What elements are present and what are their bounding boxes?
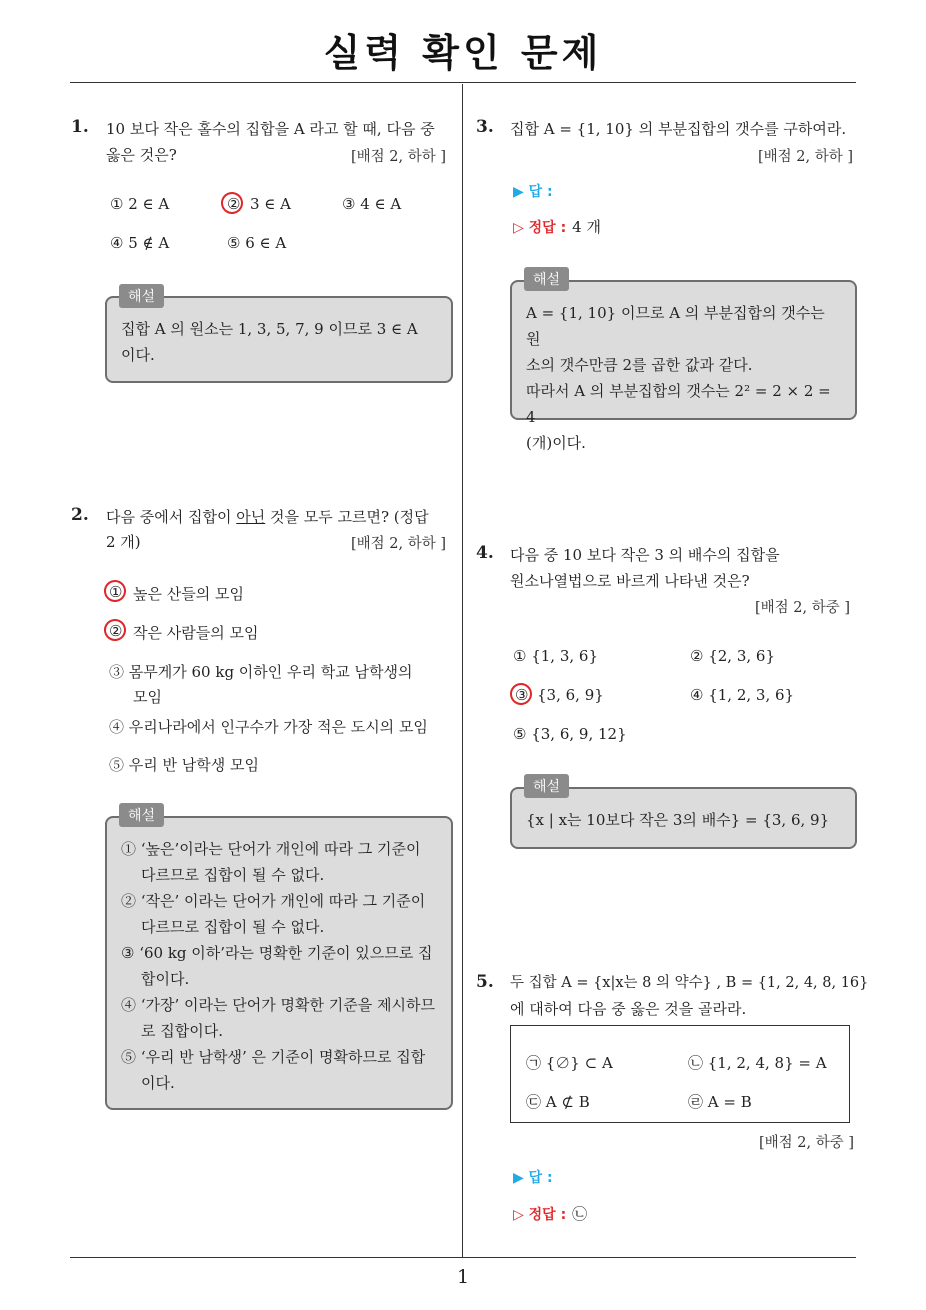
explanation-line: ③ ‘60 kg 이하’라는 명확한 기준이 있으므로 집: [121, 944, 433, 962]
question-text-line2: 2 개): [106, 533, 141, 551]
explanation-line: ⑤ ‘우리 반 남학생’ 은 기준이 명확하므로 집합: [121, 1048, 426, 1066]
question-text-line2: 옳은 것은?: [106, 146, 177, 164]
question-text-line2: 원소나열법으로 바르게 나타낸 것은?: [510, 572, 750, 590]
option-5[interactable]: ⑤ 우리 반 남학생 모임: [109, 756, 259, 774]
score-difficulty: [배점 2, 하중 ]: [759, 1135, 855, 1151]
option-1[interactable]: 높은 산들의 모임: [133, 585, 244, 603]
option-3-cont[interactable]: 모임: [133, 688, 162, 706]
explanation-line: ④ ‘가장’ 이라는 단어가 명확한 기준을 제시하므: [121, 996, 435, 1014]
correct-answer: ▷ 정답 : 4 개: [513, 218, 601, 236]
page-title: 실력 확인 문제: [323, 31, 603, 75]
option-2-marker[interactable]: ②: [227, 195, 241, 213]
question-text-line1: 10 보다 작은 홀수의 집합을 A 라고 할 때, 다음 중: [106, 120, 435, 138]
underlined-word: 아닌: [236, 508, 266, 526]
explanation-line: 다르므로 집합이 될 수 없다.: [141, 918, 325, 936]
option-3[interactable]: ③ 4 ∈ A: [342, 195, 402, 213]
explanation-line: 따라서 A 의 부분집합의 갯수는 2² = 2 × 2 = 4: [526, 382, 831, 426]
explanation-line: 다르므로 집합이 될 수 없다.: [141, 866, 325, 884]
choice-a[interactable]: ㉠ {∅} ⊂ A: [526, 1054, 613, 1072]
option-1-marker[interactable]: ①: [109, 583, 123, 601]
explanation-line: 집합 A 의 원소는 1, 3, 5, 7, 9 이므로 3 ∈ A: [121, 320, 418, 338]
choice-b[interactable]: ㉡ {1, 2, 4, 8} = A: [688, 1054, 827, 1072]
explanation-line: 소의 갯수만큼 2를 곱한 값과 같다.: [526, 356, 753, 374]
explanation-line: 이다.: [121, 346, 155, 364]
option-4[interactable]: ④ 우리나라에서 인구수가 가장 적은 도시의 모임: [109, 718, 428, 736]
score-difficulty: [배점 2, 하하 ]: [351, 536, 447, 552]
option-3[interactable]: {3, 6, 9}: [537, 686, 604, 704]
option-4[interactable]: ④ {1, 2, 3, 6}: [690, 686, 795, 704]
explanation-tag: 해설: [119, 803, 164, 827]
explanation-box: [510, 280, 857, 452]
score-difficulty: [배점 2, 하중 ]: [755, 600, 851, 616]
explanation-box: [105, 816, 453, 1110]
score-difficulty: [배점 2, 하하 ]: [351, 149, 447, 165]
choice-d[interactable]: ㉣ A = B: [688, 1093, 752, 1111]
question-number: 3.: [476, 117, 494, 137]
explanation-line: 이다.: [141, 1074, 175, 1092]
option-1[interactable]: ① 2 ∈ A: [110, 195, 170, 213]
question-text-line1: 집합 A = {1, 10} 의 부분집합의 갯수를 구하여라.: [510, 120, 847, 138]
question-number: 5.: [476, 972, 494, 992]
explanation-tag: 해설: [524, 267, 569, 291]
explanation-box: [105, 296, 453, 383]
column-divider: [462, 84, 463, 1258]
question-text-line1: 다음 중 10 보다 작은 3 의 배수의 집합을: [510, 546, 780, 564]
answer-field-label[interactable]: ▶ 답 :: [513, 184, 553, 200]
explanation-tag: 해설: [119, 284, 164, 308]
option-5[interactable]: ⑤ {3, 6, 9, 12}: [513, 725, 627, 743]
option-1[interactable]: ① {1, 3, 6}: [513, 647, 599, 665]
explanation-line: 합이다.: [141, 970, 190, 988]
option-2[interactable]: 작은 사람들의 모임: [133, 624, 259, 642]
bottom-divider: [70, 1257, 856, 1258]
option-2[interactable]: ② {2, 3, 6}: [690, 647, 776, 665]
option-4[interactable]: ④ 5 ∉ A: [110, 234, 170, 252]
top-divider: [70, 82, 856, 83]
option-2[interactable]: 3 ∈ A: [250, 195, 292, 213]
explanation-line: ① ‘높은’이라는 단어가 개인에 따라 그 기준이: [121, 840, 421, 858]
option-3[interactable]: ③ 몸무게가 60 kg 이하인 우리 학교 남학생의: [109, 663, 413, 681]
score-difficulty: [배점 2, 하하 ]: [758, 149, 854, 165]
question-text-line2: 에 대하여 다음 중 옳은 것을 골라라.: [510, 1000, 747, 1018]
option-3-marker[interactable]: ③: [515, 686, 529, 704]
explanation-line: A = {1, 10} 이므로 A 의 부분집합의 갯수는 원: [526, 304, 825, 348]
correct-answer: ▷ 정답 : ㉡: [513, 1205, 588, 1223]
question-text-line1: 다음 중에서 집합이 아닌 것을 모두 고르면? (정답: [106, 508, 429, 526]
question-number: 2.: [71, 505, 89, 525]
option-5[interactable]: ⑤ 6 ∈ A: [227, 234, 287, 252]
option-2-marker[interactable]: ②: [109, 622, 123, 640]
question-text-line1: 두 집합 A = {x|x는 8 의 약수} , B = {1, 2, 4, 8, 16}: [510, 975, 869, 991]
question-number: 1.: [71, 117, 89, 137]
page-number: 1: [456, 1266, 470, 1288]
explanation-line: (개)이다.: [526, 434, 586, 452]
explanation-tag: 해설: [524, 774, 569, 798]
explanation-line: ② ‘작은’ 이라는 단어가 개인에 따라 그 기준이: [121, 892, 426, 910]
explanation-line: {x | x는 10보다 작은 3의 배수} = {3, 6, 9}: [526, 811, 830, 829]
explanation-line: 로 집합이다.: [141, 1022, 223, 1040]
choice-c[interactable]: ㉢ A ⊄ B: [526, 1093, 590, 1111]
question-number: 4.: [476, 543, 494, 563]
answer-field-label[interactable]: ▶ 답 :: [513, 1170, 553, 1186]
